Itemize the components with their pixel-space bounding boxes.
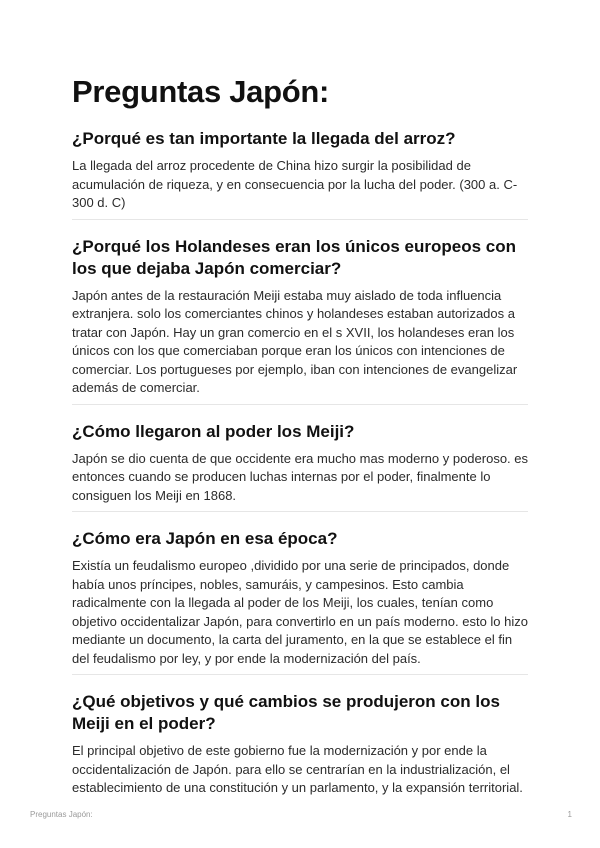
- footer-page-number: 1: [567, 810, 572, 819]
- question-heading: ¿Cómo llegaron al poder los Meiji?: [72, 421, 355, 441]
- question-list: [72, 128, 528, 820]
- question-block: [72, 691, 528, 804]
- document-title: Preguntas Japón:: [72, 74, 330, 109]
- question-heading: ¿Porqué los Holandeses eran los únicos europeos con los que dejaba Japón comerciar?: [72, 236, 516, 278]
- question-heading: ¿Porqué es tan importante la llegada del arroz?: [72, 129, 456, 148]
- answer-paragraph: Japón se dio cuenta de que occidente era mucho mas moderno y poderoso. es entonces cuando se producen luchas internas por el poder, finalmente lo consiguen los Meiji en 1868.: [72, 450, 529, 503]
- question-block: [72, 528, 528, 675]
- answer-paragraph: La llegada del arroz procedente de China hizo surgir la posibilidad de acumulación de riqueza, y en consecuencia por la lucha del poder. (300 a. C-300 d. C): [72, 158, 518, 210]
- answer-paragraph: Existía un feudalismo europeo ,dividido por una serie de principados, donde había unos príncipes, nobles, samuráis, y campesinos. Esto cambia radicalmente con la llegada al poder de los Meiji, los cuales, tenían como objetivo occidentalizar Japón, para convertirlo en un país moderno. esto lo hizo mediante un documento, la carta del juramento, en la que se establece el fin del feudalismo por ley, y por ende la modernización del país.: [72, 558, 528, 666]
- question-block: [72, 421, 528, 513]
- question-block: [72, 128, 528, 220]
- question-block: [72, 236, 528, 405]
- answer-paragraph: Japón antes de la restauración Meiji estaba muy aislado de toda influencia extranjera. solo los comerciantes chinos y holandeses estaban autorizados a tratar con Japón. Hay un gran comercio en el s XVII, los holandeses eran los únicos con los que comerciaban porque eran los únicos con intenciones de comerciar. Los portugueses por ejemplo, iban con intenciones de evangelizar además de comerciar.: [72, 287, 518, 395]
- question-heading: ¿Qué objetivos y qué cambios se produjeron con los Meiji en el poder?: [72, 692, 500, 733]
- answer-paragraph: El principal objetivo de este gobierno fue la modernización y por ende la occidentalización de Japón. para ello se centrarían en la industrialización, el establecimiento de una constitución y un parlamento, y la expansión territorial.: [72, 743, 523, 795]
- question-heading: ¿Cómo era Japón en esa época?: [72, 529, 338, 548]
- footer-title: Preguntas Japón:: [30, 810, 93, 819]
